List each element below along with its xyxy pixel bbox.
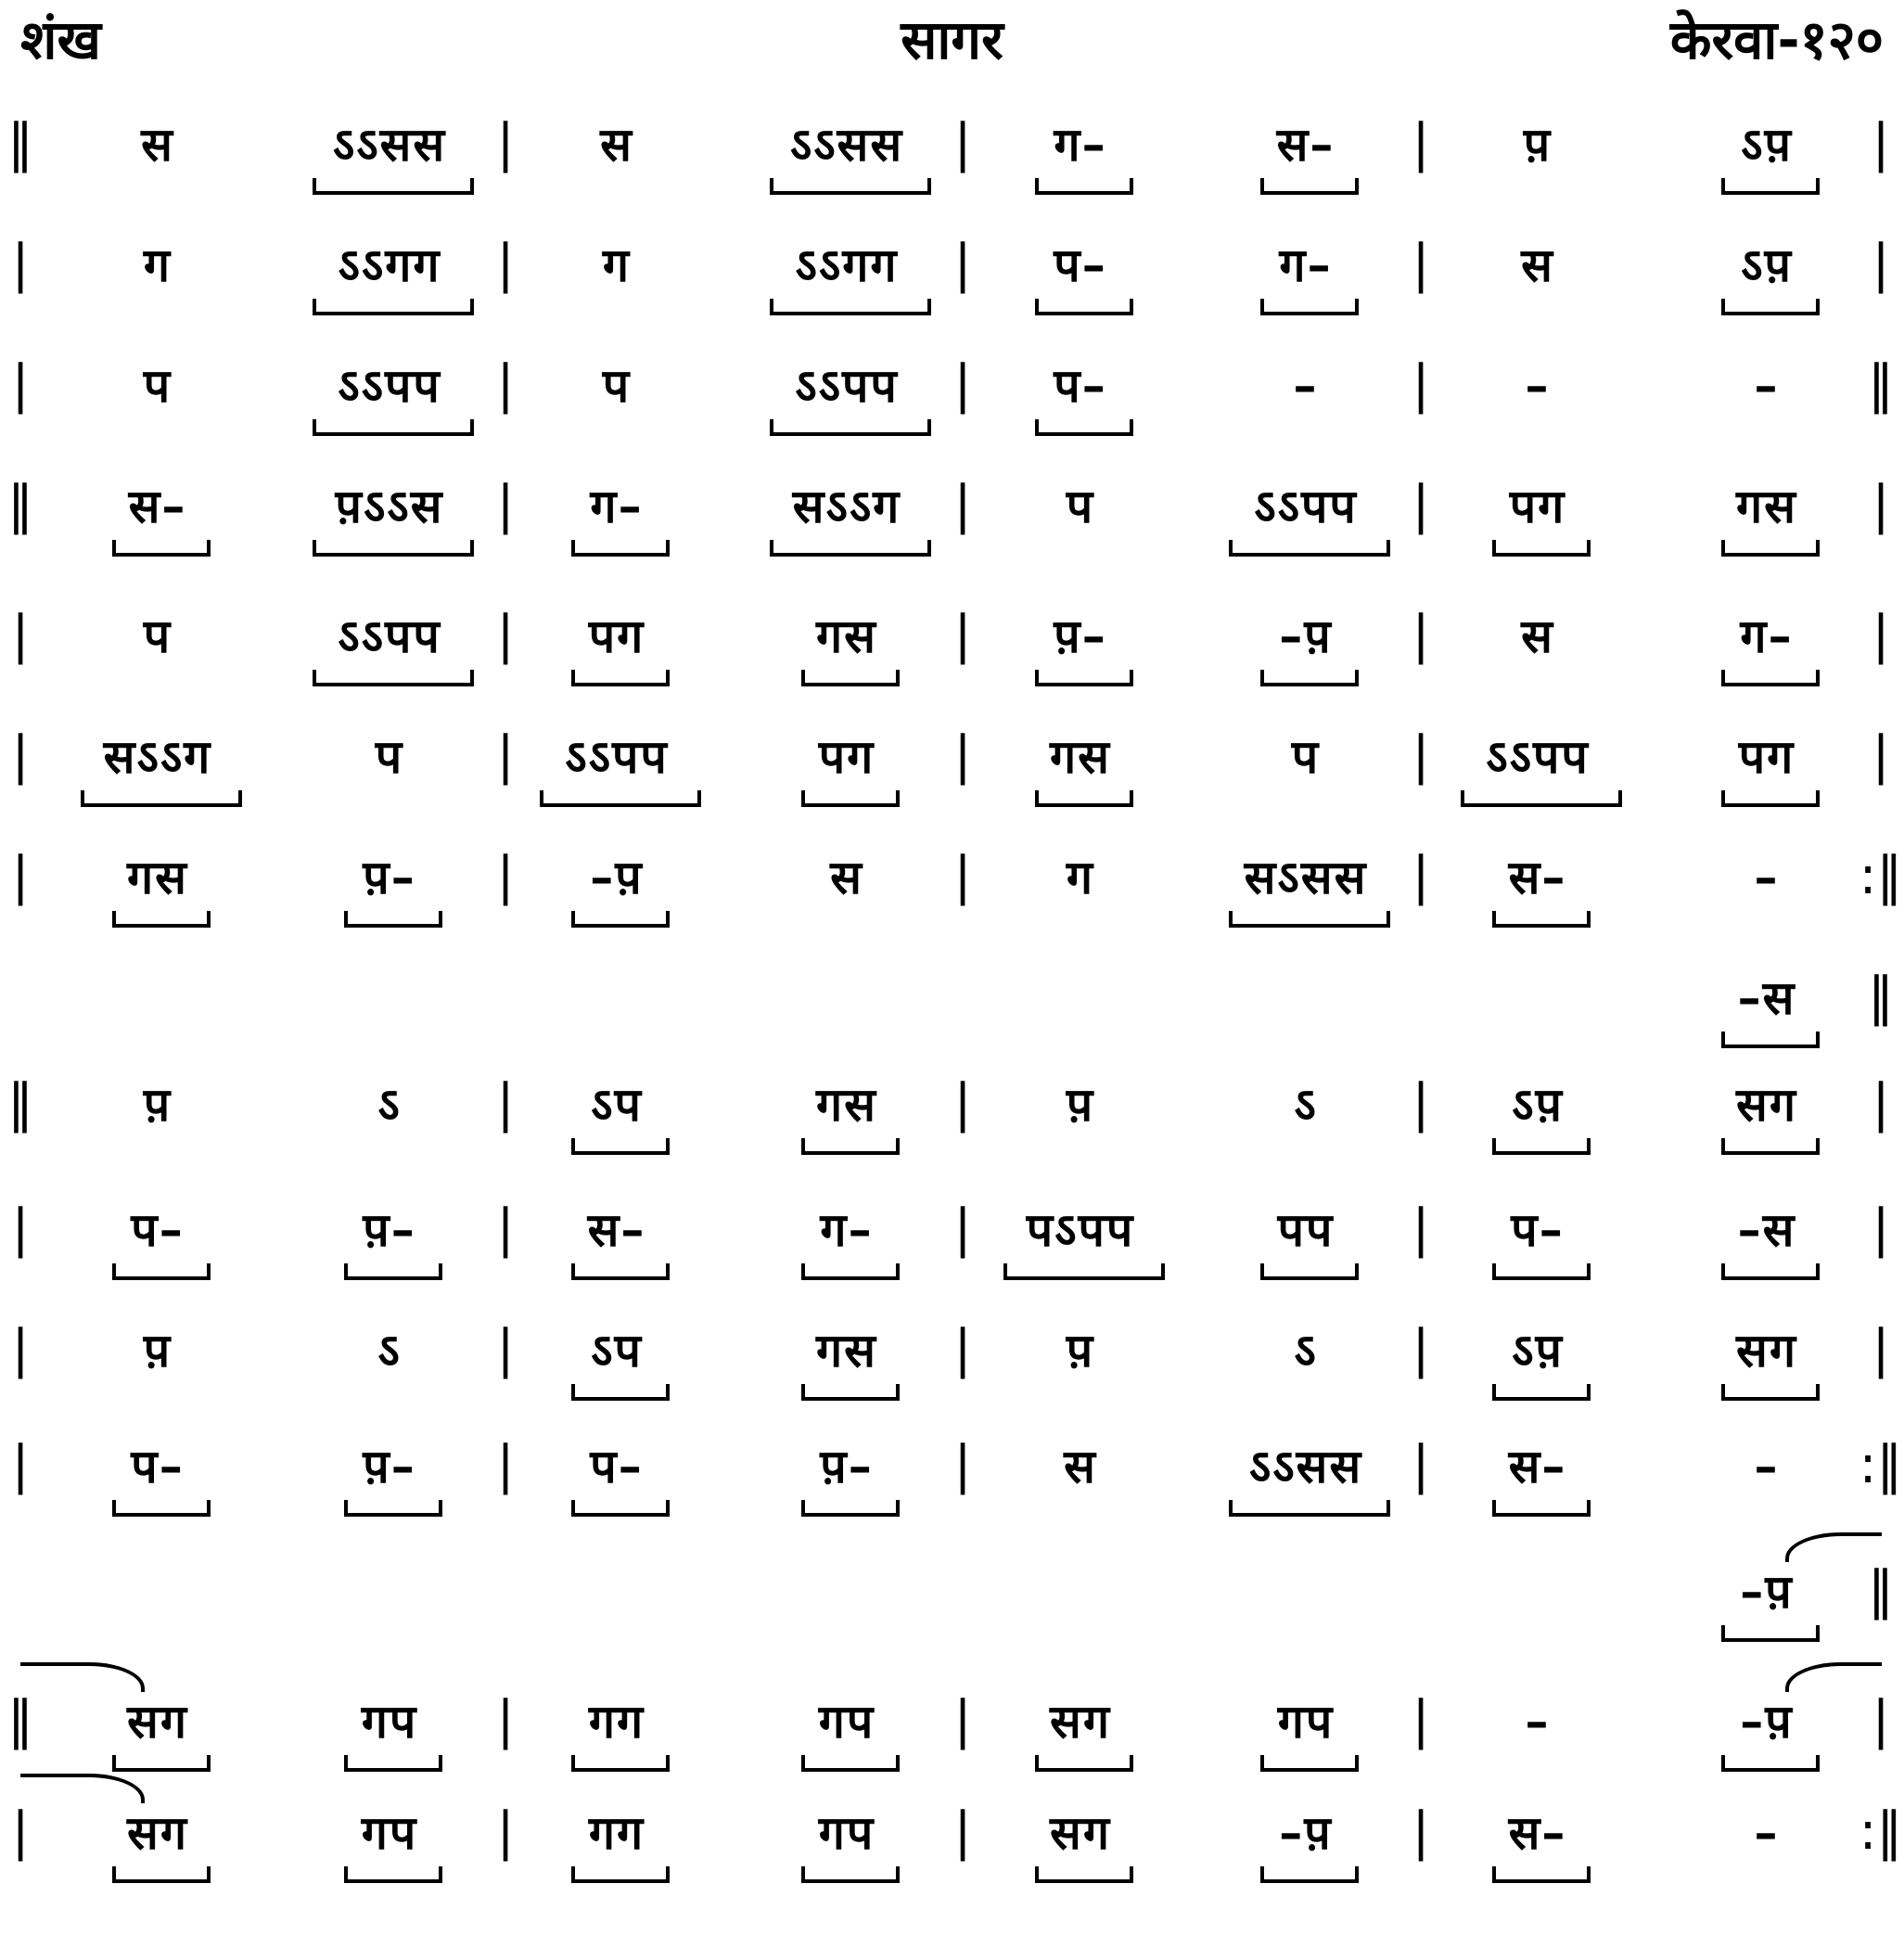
note-cell: प [1291, 730, 1321, 784]
bar-line: :‖ [1859, 1801, 1903, 1862]
bar-line: | [1412, 605, 1430, 665]
notation-row [0, 1299, 1904, 1419]
bar-line: ‖ [7, 113, 33, 173]
bar-line: | [11, 1801, 30, 1862]
note-cell: ऽऽपप [338, 359, 441, 413]
bar-line: | [1412, 113, 1430, 173]
note-cell [726, 1555, 967, 1629]
note-cell: सग [127, 1806, 188, 1860]
note-group-underline [1229, 911, 1390, 928]
note-cell: ऽ [1294, 1324, 1318, 1378]
note-group-underline [1035, 419, 1133, 436]
note-group-underline [1492, 911, 1591, 928]
bar-line: | [953, 234, 972, 294]
note-cell: –प़ [1279, 609, 1333, 663]
note-group-underline [344, 1755, 442, 1772]
note-cell [496, 1555, 737, 1629]
note-cell: ऽऽपप [1254, 480, 1358, 533]
note-cell: सऽऽग [103, 730, 212, 784]
bar-line: ‖ [1868, 354, 1894, 415]
bar-line: | [11, 725, 30, 786]
note-group-underline [1721, 1755, 1820, 1772]
note-group-underline [801, 1138, 900, 1155]
note-cell: ऽप [591, 1078, 643, 1132]
note-cell: – [1293, 359, 1319, 413]
note-group-underline [571, 540, 670, 557]
instrument-label: शंख [20, 8, 101, 71]
note-group-underline [112, 1263, 211, 1280]
note-group-underline [344, 1866, 442, 1883]
note-group-underline [344, 911, 442, 928]
note-cell: गस [816, 1078, 877, 1132]
bar-line: | [1872, 1690, 1890, 1750]
bar-line: | [1872, 234, 1890, 294]
note-cell: सग [127, 1695, 188, 1749]
note-cell: प़ [1066, 1324, 1095, 1378]
note-group-underline [1721, 299, 1820, 315]
note-cell: स [830, 851, 863, 904]
bar-line: | [1412, 475, 1430, 535]
note-cell: – [1754, 359, 1780, 413]
bar-line: | [496, 1435, 515, 1495]
note-group-underline [1260, 299, 1359, 315]
note-cell [960, 961, 1201, 1035]
note-group-underline [1035, 1755, 1133, 1772]
note-group-underline [81, 790, 242, 807]
note-cell: ऽ [377, 1078, 402, 1132]
note-group-underline [1721, 1384, 1820, 1401]
note-cell: प– [1511, 1203, 1565, 1257]
bar-line: | [496, 1073, 515, 1134]
note-cell: स [1064, 1440, 1097, 1493]
taal-label: केरवा-१२० [1669, 8, 1884, 71]
note-group-underline [1492, 1866, 1591, 1883]
bar-line: | [11, 1198, 30, 1259]
note-cell [1185, 961, 1426, 1035]
bar-line: | [1872, 1198, 1890, 1259]
bar-line: ‖ [7, 1690, 33, 1750]
note-cell: ऽप [591, 1324, 643, 1378]
note-cell: स– [1508, 1440, 1567, 1493]
note-cell: प [602, 359, 632, 413]
note-cell: प– [590, 1440, 644, 1493]
note-cell: गग [588, 1695, 645, 1749]
note-cell: गस [1736, 480, 1797, 533]
note-cell: ग [1066, 851, 1095, 904]
note-group-underline [1035, 299, 1133, 315]
note-group-underline [344, 1263, 442, 1280]
bar-line: | [953, 354, 972, 415]
note-cell: –स [1737, 1203, 1796, 1257]
note-cell: प [375, 730, 404, 784]
note-group-underline [1035, 790, 1133, 807]
note-group-underline [1492, 1384, 1591, 1401]
bar-line: | [496, 1690, 515, 1750]
note-cell: सऽसस [1244, 851, 1368, 904]
note-cell: गस [816, 1324, 877, 1378]
bar-line: | [11, 1319, 30, 1379]
note-cell: सग [1050, 1695, 1111, 1749]
note-group-underline [1721, 1032, 1820, 1048]
bar-line: | [11, 354, 30, 415]
note-cell: – [1754, 851, 1780, 904]
notation-row [0, 1670, 1904, 1790]
slur-mark [20, 1662, 145, 1692]
note-cell: ऽऽपप [1486, 730, 1590, 784]
note-cell [1417, 1555, 1658, 1629]
note-cell [37, 961, 278, 1035]
bar-line: :‖ [1859, 846, 1903, 906]
note-cell: ग– [1279, 238, 1333, 292]
bar-line: | [1872, 725, 1890, 786]
note-group-underline [344, 1500, 442, 1517]
bar-line: | [11, 605, 30, 665]
note-cell: पग [1509, 480, 1566, 533]
note-cell [1417, 961, 1658, 1035]
note-cell: – [1754, 1806, 1780, 1860]
note-cell: गप [361, 1695, 418, 1749]
note-cell: ऽऽसस [332, 118, 447, 172]
bar-line: | [11, 234, 30, 294]
bar-line: | [496, 605, 515, 665]
note-group-underline [770, 540, 931, 557]
bar-line: | [953, 1801, 972, 1862]
note-cell: पप [1277, 1203, 1335, 1257]
note-cell: प़– [1054, 609, 1107, 663]
notation-row [0, 584, 1904, 705]
page-title: सागर [901, 8, 1003, 71]
bar-line: | [1872, 113, 1890, 173]
note-cell [496, 961, 737, 1035]
note-group-underline [1492, 1138, 1591, 1155]
bar-line: | [496, 475, 515, 535]
note-cell: गप [361, 1806, 418, 1860]
note-group-underline [770, 419, 931, 436]
note-cell: स [600, 118, 633, 172]
note-group-underline [1229, 540, 1390, 557]
note-group-underline [1035, 670, 1133, 686]
bar-line: | [953, 1073, 972, 1134]
note-group-underline [571, 1866, 670, 1883]
note-cell: प [1066, 480, 1095, 533]
notation-row [0, 213, 1904, 334]
note-cell [269, 961, 510, 1035]
notation-row [0, 1178, 1904, 1299]
note-cell: ऽऽगग [795, 238, 899, 292]
bar-line: | [1412, 1198, 1430, 1259]
note-group-underline [801, 1500, 900, 1517]
bar-line: | [953, 1319, 972, 1379]
note-cell: ऽऽसस [789, 118, 904, 172]
bar-line: | [1412, 1435, 1430, 1495]
bar-line: | [496, 1801, 515, 1862]
note-cell: गस [127, 851, 188, 904]
note-cell: ऽ [1294, 1078, 1318, 1132]
note-cell: ग– [1740, 609, 1794, 663]
bar-line: | [1872, 1073, 1890, 1134]
note-cell: प़ [1523, 118, 1553, 172]
notation-row [0, 1781, 1904, 1902]
notation-row [0, 1053, 1904, 1173]
note-cell: प़ऽऽस [335, 480, 444, 533]
bar-line: | [953, 1690, 972, 1750]
note-cell: ऽप़ [1512, 1078, 1564, 1132]
note-group-underline [801, 1263, 900, 1280]
note-group-underline [1260, 670, 1359, 686]
note-group-underline [1721, 1625, 1820, 1642]
note-cell: गस [816, 609, 877, 663]
note-cell: पग [588, 609, 645, 663]
note-group-underline [1492, 1263, 1591, 1280]
note-cell: स– [1508, 1806, 1567, 1860]
bar-line: | [953, 475, 972, 535]
note-cell: ऽऽपप [565, 730, 669, 784]
note-cell: स [1521, 238, 1554, 292]
note-cell: गस [1050, 730, 1111, 784]
note-group-underline [1721, 790, 1820, 807]
bar-line: | [1412, 354, 1430, 415]
note-cell: ग– [820, 1203, 874, 1257]
note-group-underline [1003, 1263, 1165, 1280]
note-cell [269, 1555, 510, 1629]
note-cell: प– [1054, 359, 1107, 413]
note-group-underline [1260, 1755, 1359, 1772]
note-group-underline [1721, 1263, 1820, 1280]
note-cell: सग [1736, 1324, 1797, 1378]
note-cell: ऽऽसस [1248, 1440, 1363, 1493]
bar-line: | [496, 1319, 515, 1379]
note-cell: ऽप़ [1741, 238, 1793, 292]
bar-line: | [1872, 1319, 1890, 1379]
slur-mark [1785, 1662, 1882, 1692]
bar-line: | [1412, 1073, 1430, 1134]
bar-line: | [11, 1435, 30, 1495]
note-cell: प़ [143, 1324, 173, 1378]
note-cell: पग [1738, 730, 1795, 784]
note-cell: गप [818, 1695, 875, 1749]
note-group-underline [313, 419, 474, 436]
note-cell: सऽऽग [792, 480, 901, 533]
slur-mark [1785, 1532, 1882, 1562]
note-group-underline [1461, 790, 1622, 807]
note-group-underline [571, 1263, 670, 1280]
notation-row [0, 455, 1904, 575]
note-cell: प़– [363, 851, 416, 904]
bar-line: | [953, 113, 972, 173]
note-group-underline [112, 1755, 211, 1772]
note-group-underline [313, 178, 474, 195]
note-cell: स– [1276, 118, 1335, 172]
notation-row [0, 1540, 1904, 1660]
note-group-underline [1492, 540, 1591, 557]
note-cell: –प़ [1740, 1695, 1794, 1749]
note-group-underline [801, 1866, 900, 1883]
bar-line: | [1412, 1690, 1430, 1750]
note-cell: गग [588, 1806, 645, 1860]
note-cell: ग– [590, 480, 644, 533]
note-group-underline [801, 1755, 900, 1772]
note-cell: ग [143, 238, 173, 292]
note-cell: प़– [820, 1440, 874, 1493]
note-group-underline [571, 1755, 670, 1772]
notation-row [0, 826, 1904, 946]
bar-line: | [496, 725, 515, 786]
note-cell: ग– [1054, 118, 1107, 172]
note-cell [726, 961, 967, 1035]
note-cell: प [143, 609, 173, 663]
bar-line: :‖ [1859, 1435, 1903, 1495]
note-cell: सग [1736, 1078, 1797, 1132]
note-cell: पग [818, 730, 875, 784]
note-group-underline [313, 670, 474, 686]
bar-line: | [496, 234, 515, 294]
note-cell: सग [1050, 1806, 1111, 1860]
note-cell: –प़ [1279, 1806, 1333, 1860]
note-cell: ऽऽगग [338, 238, 441, 292]
note-cell [960, 1555, 1201, 1629]
note-cell: पऽपप [1026, 1203, 1135, 1257]
note-group-underline [801, 670, 900, 686]
note-cell: –स [1737, 971, 1796, 1025]
note-cell: –प़ [590, 851, 644, 904]
notation-row [0, 705, 1904, 826]
note-group-underline [313, 299, 474, 315]
notation-row [0, 93, 1904, 213]
note-cell: – [1754, 1440, 1780, 1493]
note-cell: प [143, 359, 173, 413]
note-group-underline [1721, 178, 1820, 195]
note-cell: ऽ [377, 1324, 402, 1378]
bar-line: | [496, 1198, 515, 1259]
bar-line: | [496, 354, 515, 415]
note-cell: – [1525, 359, 1551, 413]
note-cell [37, 1555, 278, 1629]
note-group-underline [540, 790, 701, 807]
bar-line: | [11, 846, 30, 906]
note-group-underline [1229, 1500, 1390, 1517]
note-group-underline [571, 1138, 670, 1155]
note-cell: प़ [143, 1078, 173, 1132]
note-group-underline [770, 178, 931, 195]
note-group-underline [1721, 540, 1820, 557]
note-group-underline [1035, 1866, 1133, 1883]
note-group-underline [1260, 178, 1359, 195]
note-cell: प– [131, 1440, 185, 1493]
note-group-underline [770, 299, 931, 315]
note-group-underline [1260, 1866, 1359, 1883]
note-group-underline [801, 1384, 900, 1401]
note-group-underline [1721, 670, 1820, 686]
bar-line: ‖ [1868, 1560, 1894, 1621]
notation-row [0, 1415, 1904, 1535]
note-group-underline [112, 540, 211, 557]
note-cell: – [1525, 1695, 1551, 1749]
note-cell: ऽऽपप [795, 359, 899, 413]
bar-line: | [496, 113, 515, 173]
notation-row [0, 946, 1904, 1067]
bar-line: | [1412, 234, 1430, 294]
note-cell: –प़ [1740, 1565, 1794, 1619]
note-group-underline [1492, 1500, 1591, 1517]
note-cell: गप [818, 1806, 875, 1860]
bar-line: | [496, 846, 515, 906]
bar-line: ‖ [7, 475, 33, 535]
bar-line: | [953, 846, 972, 906]
bar-line: | [1412, 725, 1430, 786]
bar-line: | [953, 605, 972, 665]
note-group-underline [313, 540, 474, 557]
note-cell: स [141, 118, 174, 172]
note-cell: प़ [1066, 1078, 1095, 1132]
bar-line: | [1872, 475, 1890, 535]
note-group-underline [571, 1384, 670, 1401]
note-cell: स [1521, 609, 1554, 663]
bar-line: | [953, 1435, 972, 1495]
notation-row [0, 334, 1904, 455]
note-group-underline [801, 790, 900, 807]
note-cell: स– [1508, 851, 1567, 904]
note-group-underline [571, 1500, 670, 1517]
note-cell [1185, 1555, 1426, 1629]
bar-line: | [1872, 605, 1890, 665]
bar-line: | [953, 725, 972, 786]
note-group-underline [1260, 1263, 1359, 1280]
bar-line: | [1412, 846, 1430, 906]
note-cell: ऽऽपप [338, 609, 441, 663]
note-cell: प– [131, 1203, 185, 1257]
bar-line: ‖ [7, 1073, 33, 1134]
note-group-underline [571, 911, 670, 928]
bar-line: ‖ [1868, 967, 1894, 1027]
note-group-underline [1721, 1138, 1820, 1155]
note-cell: प़– [363, 1440, 416, 1493]
note-cell: ग [602, 238, 632, 292]
note-cell: ऽप़ [1741, 118, 1793, 172]
note-group-underline [112, 1500, 211, 1517]
bar-line: | [1412, 1801, 1430, 1862]
note-cell: गप [1277, 1695, 1335, 1749]
note-group-underline [1035, 178, 1133, 195]
note-cell: स– [128, 480, 187, 533]
note-cell: प़– [363, 1203, 416, 1257]
bar-line: | [953, 1198, 972, 1259]
note-cell: स– [587, 1203, 646, 1257]
note-cell: ऽप़ [1512, 1324, 1564, 1378]
note-group-underline [112, 1866, 211, 1883]
note-cell: प– [1054, 238, 1107, 292]
bar-line: | [1412, 1319, 1430, 1379]
note-group-underline [571, 670, 670, 686]
note-group-underline [112, 911, 211, 928]
